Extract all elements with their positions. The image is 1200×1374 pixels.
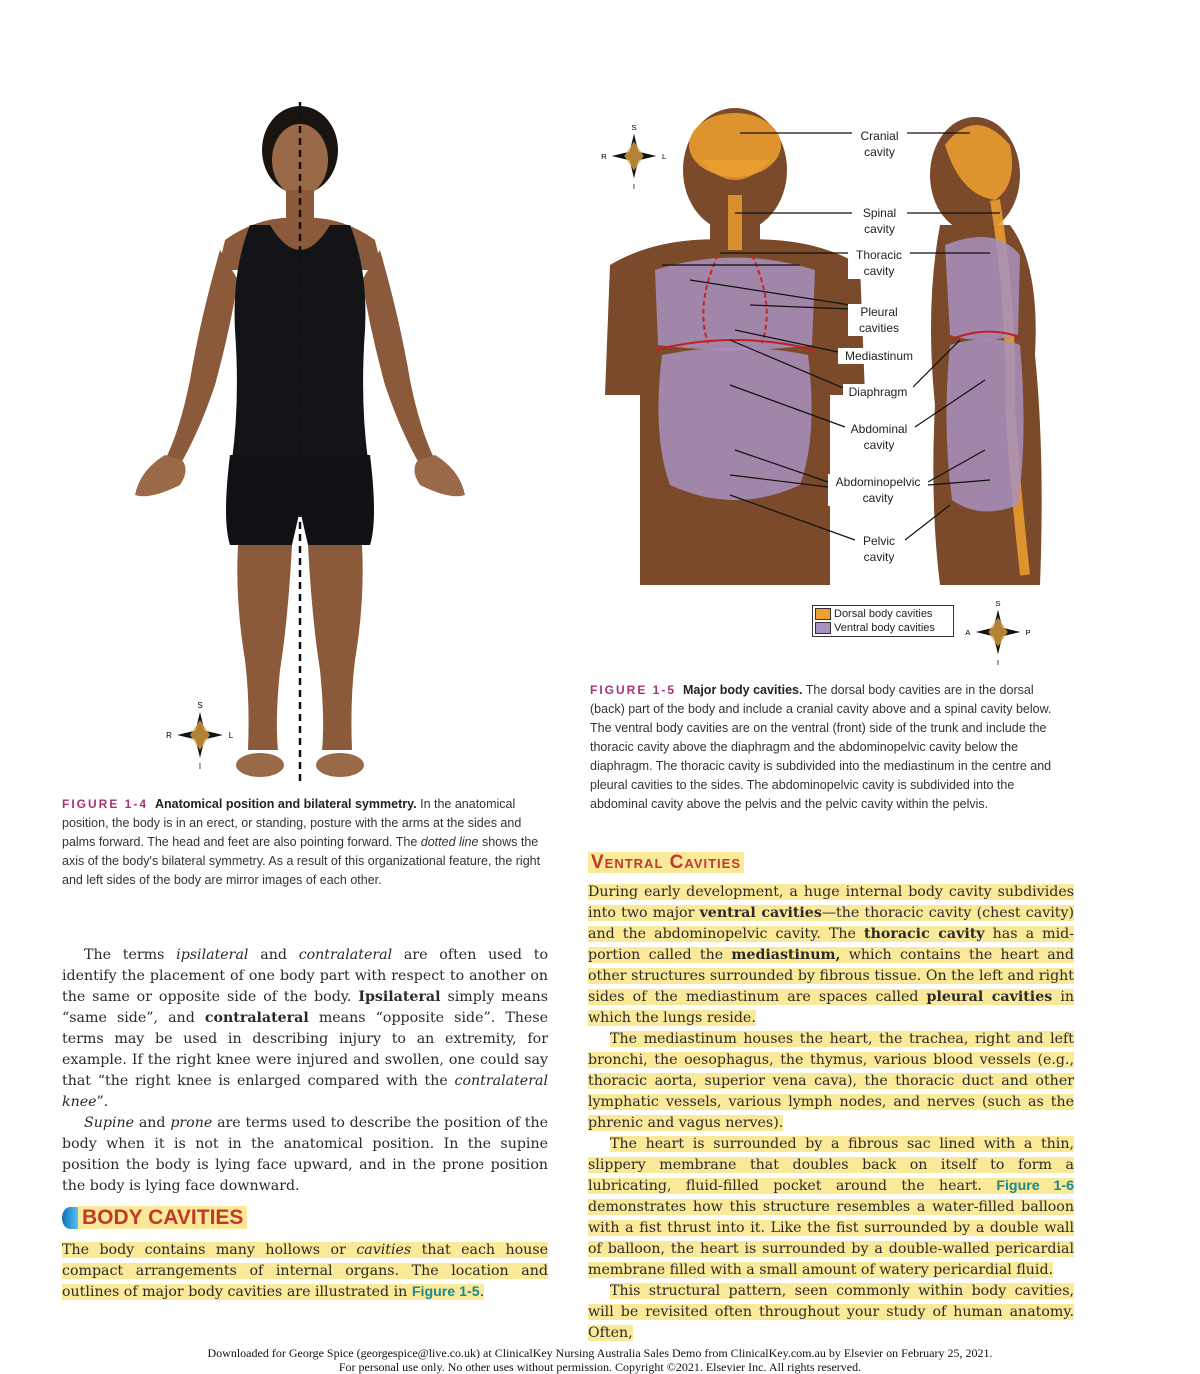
cavity-legend [812,605,954,637]
legend-dorsal-swatch [815,608,831,620]
legend-dorsal: Dorsal body cavities [815,607,951,621]
paragraph-ipsilateral: The terms ipsilateral and contralateral are often used to identify the placement of one body part with respect to another on the same or opposite side of the body. Ipsilateral simply means “same side”, and contralateral means “opposite side”. These terms may be used in describing injury to an extremity, for example. If the right knee were injured and swollen, one could say that “the right knee is enlarged compared with the contralateral knee”. [62,947,549,1110]
legend-ventral-swatch [815,622,831,634]
compass-icon [964,598,1032,666]
body-cavities-figure [600,105,1055,590]
anatomical-position-figure [120,100,480,785]
figure-1-6-link[interactable]: Figure 1-6 [996,1178,1074,1194]
section-heading-body-cavities: BODY CAVITIES [62,1206,247,1234]
label-pleural-cavities: Pleural cavities [848,304,910,336]
compass-icon [600,122,668,190]
paragraph-ventral-intro: During early development, a huge internal body cavity subdivides into two major ventral cavities—the thoracic cavity (chest cavity) and the abdominopelvic cavity. The thoracic cavity has a mid-portion called the mediastinum, which contains the heart and other structures surrounded by fibrous tissue. On the left and right sides of the mediastinum are spaces called pleural cavities in which the lungs reside. [588,884,1075,1026]
compass-n: S [995,598,1001,608]
left-column-text [62,945,548,1197]
figure-1-5-text: The dorsal body cavities are in the dorsal (back) part of the body and include a cranial cavity above and a spinal cavity below. The ventral body cavities are on the ventral (front) side of the trunk and include the thoracic cavity above the diaphragm and the abdominopelvic cavity below the diaphragm. The thoracic cavity is subdivided into the mediastinum in the centre and pleural cavities to the sides. The abdominopelvic cavity is subdivided into the abdominal cavity above the pelvis and the pelvic cavity within the pelvis. [590,683,1052,811]
label-abdominal-cavity: Abdominal cavity [845,421,913,453]
label-thoracic-cavity: Thoracic cavity [848,247,910,279]
right-column-text [588,882,1074,1344]
compass-w: R [166,731,172,740]
compass-e: L [228,731,234,740]
label-spinal-cavity: Spinal cavity [852,205,907,237]
compass-n: S [197,701,203,710]
paragraph-supine-prone: Supine and prone are terms used to describe the position of the body when it is not in the anatomical position. In the supine position the body is lying face upward, and in the prone position the body is lying face downward. [62,1115,549,1194]
figure-1-4-text-2: shows the axis of the body's bilateral symmetry. As a result of this organizational feature, the right and left sides of the body are mirror images of each other. [62,835,541,887]
compass-s: I [632,182,636,190]
body-cavities-paragraph: The body contains many hollows or cavities that each house compact arrangements of internal organs. The location and outlines of major body cavities are illustrated in Figure 1-5. [62,1242,548,1300]
figure-1-4-label: FIGURE 1-4 [62,797,149,811]
compass-rose-cavities-side [964,598,1032,666]
compass-icon [165,700,235,770]
compass-rose-cavities-front [600,122,668,190]
label-mediastinum: Mediastinum [838,348,920,364]
figure-1-5-caption [590,681,1070,814]
compass-e: L [661,151,667,161]
compass-w: A [965,627,971,637]
label-cranial-cavity: Cranial cavity [852,128,907,160]
section-heading-ventral-cavities: Ventral Cavities [588,852,744,874]
paragraph-mediastinum: The mediastinum houses the heart, the trachea, right and left bronchi, the oesophagus, the thymus, various blood vessels (e.g., thoracic aorta, superior vena cava), the thoracic duct and other lymphatic vessels, various lymph nodes, and nerves (such as the phrenic and vagus nerves). [588,1031,1074,1131]
footer-copyright-line: For personal use only. No other uses without permission. Copyright ©2021. Elsevier Inc. All rights reserved. [338,1360,862,1374]
figure-1-4-illustration [120,100,480,785]
page-footer [0,1346,1200,1374]
footer-download-line: Downloaded for George Spice (georgespice@live.co.uk) at ClinicalKey Nursing Australia Sales Demo from ClinicalKey.com.au by Elsevier on February 25, 2021. [207,1346,993,1360]
compass-n: S [631,122,637,132]
label-abdominopelvic-cavity: Abdominopelvic cavity [828,474,928,506]
figure-1-4-dotted: dotted line [420,835,479,849]
compass-e: P [1025,627,1031,637]
compass-w: R [601,151,607,161]
figure-1-4-title: Anatomical position and bilateral symmetry. [154,797,417,811]
heading-bullet-icon [62,1207,78,1229]
legend-ventral: Ventral body cavities [815,621,951,635]
compass-s: I [198,762,202,770]
figure-1-5-link[interactable]: Figure 1-5 [411,1284,480,1300]
compass-s: I [996,658,1000,666]
paragraph-structural-pattern: This structural pattern, seen commonly within body cavities, will be revisited often throughout your study of human anatomy. Often, [588,1283,1074,1341]
figure-1-4-caption [62,795,542,890]
paragraph-heart: The heart is surrounded by a fibrous sac lined with a thin, slippery membrane that doubles back on itself to form a lubricating, fluid-filled pocket around the heart. Figure 1-6 demonstrates how this structure resembles a water-filled balloon with a fist thrust into it. Like the fist surrounded by a double wall of balloon, the heart is surrounded by a double-walled pericardial membrane filled with a small amount of watery pericardial fluid. [588,1136,1074,1278]
label-pelvic-cavity: Pelvic cavity [855,533,903,565]
figure-1-4-text-1: In the anatomical position, the body is in an erect, or standing, posture with the arms at the sides and palms forward. The head and feet are also pointing forward. The [62,797,522,849]
compass-rose-front [165,700,235,770]
figure-1-5-illustration [600,105,1055,590]
label-diaphragm: Diaphragm [843,384,913,400]
figure-1-5-label: FIGURE 1-5 [590,683,677,697]
figure-1-5-title: Major body cavities. [682,683,803,697]
